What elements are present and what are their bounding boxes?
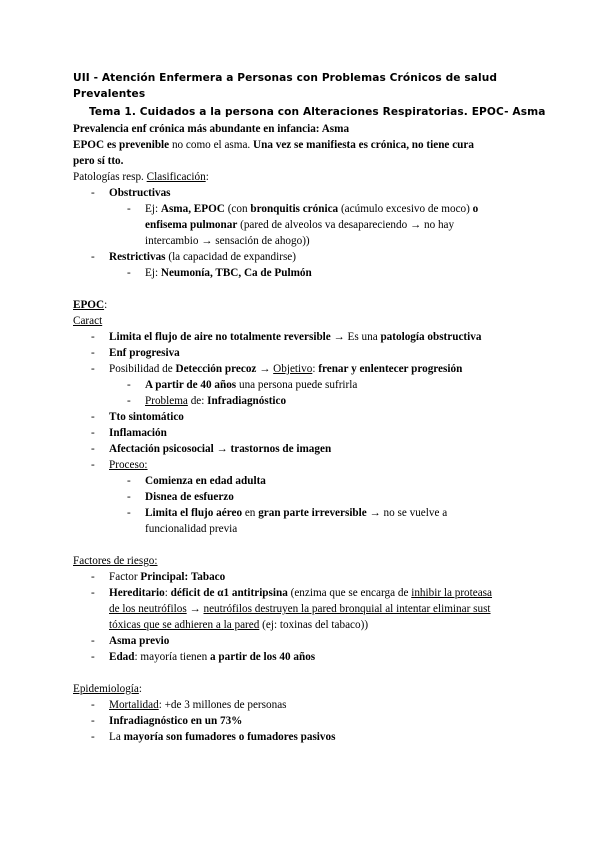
no-se-vuelve: → no se vuelve a bbox=[366, 507, 448, 519]
bullet-dash: - bbox=[127, 475, 131, 487]
clasificacion-label: Clasificación bbox=[146, 171, 206, 183]
epidemiologia-heading bbox=[73, 681, 142, 697]
posibilidad-de: Posibilidad de bbox=[109, 363, 176, 375]
enzima-note: (enzima que se encarga de bbox=[287, 587, 412, 599]
de-los-neutrofilos: de los neutrófilos bbox=[109, 603, 187, 615]
example-prefix: Ej: bbox=[145, 267, 161, 279]
principal-tabaco: Principal: Tabaco bbox=[140, 571, 226, 583]
mortalidad-item bbox=[109, 697, 287, 713]
afectacion-item bbox=[109, 441, 331, 457]
es-una: → Es una bbox=[330, 331, 381, 343]
topic-heading: Tema 1. Cuidados a la persona con Alteraciones Respiratorias. EPOC- Asma bbox=[89, 106, 546, 118]
clasificacion-colon: : bbox=[205, 171, 209, 183]
epoc-prevenible: EPOC es prevenible bbox=[73, 139, 170, 151]
proceso-label: Proceso bbox=[109, 459, 145, 471]
fumadores-item bbox=[109, 729, 335, 745]
restrictivas-item bbox=[109, 249, 296, 265]
mayoria-tienen: : mayoría tienen bbox=[134, 651, 210, 663]
neutrofilos-destruyen: neutrófilos destruyen la pared bronquial al intentar eliminar sust bbox=[203, 603, 491, 615]
trastornos-imagen: trastornos de imagen bbox=[230, 443, 332, 455]
epoc-title: EPOC bbox=[73, 299, 105, 311]
bullet-dash: - bbox=[91, 731, 95, 743]
deteccion-item bbox=[109, 361, 462, 377]
colon: : bbox=[164, 587, 171, 599]
o-conjunction: o bbox=[472, 203, 479, 215]
en-text: en bbox=[242, 507, 259, 519]
edad-label: Edad bbox=[109, 651, 135, 663]
asma-previo-item: Asma previo bbox=[109, 635, 170, 647]
bronquitis-cronica: bronquitis crónica bbox=[250, 203, 339, 215]
hereditario-line-2 bbox=[109, 601, 491, 617]
epoc-cronica: Una vez se manifiesta es crónica, no tiene cura bbox=[253, 139, 474, 151]
enf-progresiva-item: Enf progresiva bbox=[109, 347, 180, 359]
factor-label: Factor bbox=[109, 571, 141, 583]
document-title-line-2: Prevalentes bbox=[73, 88, 146, 100]
bullet-dash: - bbox=[127, 395, 131, 407]
obstructivas-item: Obstructivas bbox=[109, 187, 171, 199]
restrictivas-example bbox=[145, 265, 312, 281]
bullet-dash: - bbox=[91, 427, 95, 439]
inflamacion-item: Inflamación bbox=[109, 427, 167, 439]
epoc-colon: : bbox=[104, 299, 108, 311]
factor-tabaco-item bbox=[109, 569, 225, 585]
bullet-dash: - bbox=[91, 699, 95, 711]
bullet-dash: - bbox=[91, 635, 95, 647]
limita-flujo-aereo-continuation: funcionalidad previa bbox=[145, 523, 238, 535]
problema-subitem bbox=[145, 393, 286, 409]
disnea-subitem: Disnea de esfuerzo bbox=[145, 491, 234, 503]
mayoria-fumadores: mayoría son fumadores o fumadores pasivos bbox=[123, 731, 336, 743]
objetivo-text: frenar y enlentecer progresión bbox=[318, 363, 463, 375]
gran-parte-irreversible: gran parte irreversible bbox=[258, 507, 367, 519]
epoc-heading bbox=[73, 297, 107, 313]
bullet-dash: - bbox=[127, 203, 131, 215]
limita-flujo-aereo: Limita el flujo aéreo bbox=[145, 507, 243, 519]
bullet-dash: - bbox=[91, 347, 95, 359]
bullet-dash: - bbox=[91, 459, 95, 471]
limita-flujo-item bbox=[109, 329, 481, 345]
afectacion-psicosocial: Afectación psicosocial bbox=[109, 443, 214, 455]
prevalencia-line: Prevalencia enf crónica más abundante en infancia: Asma bbox=[73, 123, 350, 135]
bullet-dash: - bbox=[91, 363, 95, 375]
obstructivas-example-line-1 bbox=[145, 201, 478, 217]
bullet-dash: - bbox=[91, 571, 95, 583]
bullet-dash: - bbox=[91, 587, 95, 599]
limita-flujo: Limita el flujo de aire no totalmente reversible bbox=[109, 331, 331, 343]
restrictivas-note: (la capacidad de expandirse) bbox=[165, 251, 296, 263]
comienza-subitem: Comienza en edad adulta bbox=[145, 475, 266, 487]
deficit-antitripsina: déficit de α1 antitripsina bbox=[170, 587, 288, 599]
asma-epoc: Asma, EPOC bbox=[160, 203, 225, 215]
infradiagnostico: Infradiagnóstico bbox=[207, 395, 287, 407]
bullet-dash: - bbox=[127, 379, 131, 391]
proceso-item bbox=[109, 457, 148, 473]
infradiagnostico-item bbox=[109, 713, 242, 729]
a-partir-40: A partir de 40 años bbox=[145, 379, 237, 391]
patologia-obstructiva: patología obstructiva bbox=[380, 331, 482, 343]
moco-note: (acúmulo excesivo de moco) bbox=[338, 203, 473, 215]
tto-item: Tto sintomático bbox=[109, 411, 184, 423]
hereditario-line-3 bbox=[109, 617, 368, 633]
inhibir-proteasa: inhibir la proteasa bbox=[411, 587, 493, 599]
restrictivas-label: Restrictivas bbox=[109, 251, 166, 263]
bullet-dash: - bbox=[127, 507, 131, 519]
enfisema-pulmonar: enfisema pulmonar bbox=[145, 219, 238, 231]
mortalidad-label: Mortalidad bbox=[109, 699, 159, 711]
de-text: de: bbox=[187, 395, 208, 407]
caract-heading: Caract bbox=[73, 315, 103, 327]
la-text: La bbox=[109, 731, 124, 743]
factores-heading: Factores de riesgo: bbox=[73, 555, 158, 567]
edad-subitem bbox=[145, 377, 357, 393]
epidemiologia-colon: : bbox=[138, 683, 142, 695]
epoc-prevenible-line bbox=[73, 137, 474, 153]
toxicas-adhieren: tóxicas que se adhieren a la pared bbox=[109, 619, 260, 631]
bullet-dash: - bbox=[91, 251, 95, 263]
clasificacion-prefix: Patologías resp. bbox=[73, 171, 147, 183]
obstructivas-example-line-2 bbox=[145, 217, 454, 233]
epidemiologia-title: Epidemiología bbox=[73, 683, 139, 695]
a-partir-40-anos: a partir de los 40 años bbox=[210, 651, 316, 663]
example-prefix: Ej: bbox=[145, 203, 161, 215]
con-text: (con bbox=[224, 203, 251, 215]
bullet-dash: - bbox=[91, 411, 95, 423]
arrow: → bbox=[186, 603, 204, 615]
bullet-dash: - bbox=[91, 331, 95, 343]
limita-flujo-aereo-subitem bbox=[145, 505, 447, 521]
ej-toxinas: (ej: toxinas del tabaco)) bbox=[259, 619, 369, 631]
obstructivas-example-line-3: intercambio → sensación de ahogo)) bbox=[145, 235, 310, 247]
bullet-dash: - bbox=[91, 187, 95, 199]
restrictivas-diseases: Neumonía, TBC, Ca de Pulmón bbox=[160, 267, 312, 279]
hereditario-label: Hereditario bbox=[109, 587, 165, 599]
puede-sufrirla: una persona puede sufrirla bbox=[236, 379, 358, 391]
proceso-colon: : bbox=[144, 459, 148, 471]
enfisema-note: (pared de alveolos va desapareciendo → no hay bbox=[237, 219, 455, 231]
hereditario-item bbox=[109, 585, 492, 601]
deteccion-precoz: Detección precoz bbox=[175, 363, 257, 375]
mortalidad-value: : +de 3 millones de personas bbox=[158, 699, 287, 711]
epoc-vs-asma: no como el asma. bbox=[169, 139, 254, 151]
clasificacion-heading bbox=[73, 169, 209, 185]
document-title: UII - Atención Enfermera a Personas con Problemas Crónicos de salud bbox=[73, 72, 498, 84]
colon: : bbox=[312, 363, 319, 375]
bullet-dash: - bbox=[91, 715, 95, 727]
edad-item bbox=[109, 649, 315, 665]
infradiagnostico-label: Infradiagnóstico bbox=[109, 715, 188, 727]
bullet-dash: - bbox=[127, 267, 131, 279]
arrow: → bbox=[213, 443, 231, 455]
bullet-dash: - bbox=[91, 443, 95, 455]
bullet-dash: - bbox=[91, 651, 95, 663]
bullet-dash: - bbox=[127, 491, 131, 503]
epoc-tto-line: pero sí tto. bbox=[73, 155, 124, 167]
objetivo-label: Objetivo bbox=[273, 363, 313, 375]
infradiagnostico-value: en un 73% bbox=[187, 715, 243, 727]
problema-label: Problema bbox=[145, 395, 188, 407]
arrow: → bbox=[256, 363, 274, 375]
